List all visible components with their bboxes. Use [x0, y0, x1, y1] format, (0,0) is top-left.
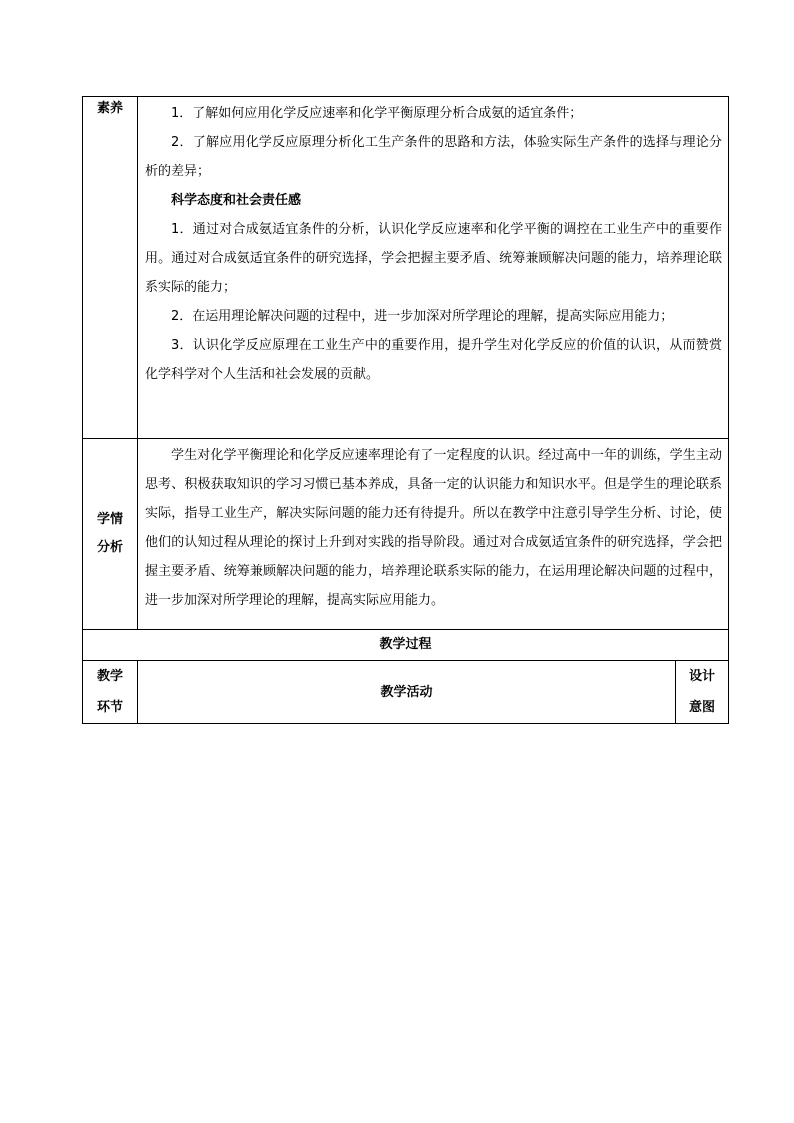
header-teaching-stage-line-2: 环节 [96, 700, 123, 715]
xueqing-label [83, 439, 138, 630]
xueqing-row [83, 439, 729, 630]
header-teaching-stage [83, 661, 138, 724]
xueqing-content [138, 439, 729, 630]
xueqing-label-line-2: 分析 [96, 540, 123, 555]
suyang-paragraph-4: 2．在运用理论解决问题的过程中，进一步加深对所学理论的理解，提高实际应用能力； [171, 309, 674, 324]
xueqing-paragraph: 学生对化学平衡理论和化学反应速率理论有了一定程度的认识。经过高中一年的训练，学生主动思考、积极获取知识的学习习惯已基本养成，具备一定的认识能力和知识水平。但是学生的理论联系实际，指导工业生产，解决实际问题的能力还有待提升。所以在教学中注意引导学生分析、讨论，使他们的认知过程从理论的探讨上升到对实践的指导阶段。通过对合成氨适宜条件的研究选择，学会把握主要矛盾、统筹兼顾解决问题的能力，培养理论联系实际的能力，在运用理论解决问题的过程中，进一步加深对所学理论的理解，提高实际应用能力。 [145, 448, 722, 608]
suyang-label [83, 97, 138, 439]
lesson-plan-table [82, 96, 729, 724]
suyang-label-text: 素养 [96, 101, 123, 116]
suyang-subheading: 科学态度和社会责任感 [171, 193, 302, 208]
header-design-intent-line-2: 意图 [688, 700, 715, 715]
header-design-intent-line-1: 设计 [688, 669, 715, 684]
suyang-row [83, 97, 729, 439]
suyang-paragraph-5: 3．认识化学反应原理在工业生产中的重要作用，提升学生对化学反应的价值的认识，从而赞赏化学科学对个人生活和社会发展的贡献。 [145, 338, 722, 382]
process-title: 教学过程 [83, 630, 729, 661]
xueqing-label-line-1: 学情 [96, 512, 123, 527]
suyang-paragraph-1: 1．了解如何应用化学反应速率和化学平衡原理分析合成氨的适宜条件； [171, 106, 583, 121]
header-design-intent [676, 661, 729, 724]
suyang-paragraph-3: 1．通过对合成氨适宜条件的分析，认识化学反应速率和化学平衡的调控在工业生产中的重要作用。通过对合成氨适宜条件的研究选择，学会把握主要矛盾、统筹兼顾解决问题的能力，培养理论联系实际的能力； [145, 222, 722, 295]
process-header-row [83, 661, 729, 724]
suyang-paragraph-2: 2．了解应用化学反应原理分析化工生产条件的思路和方法，体验实际生产条件的选择与理论分析的差异； [145, 135, 722, 179]
process-title-row [83, 630, 729, 661]
header-teaching-activity: 教学活动 [138, 661, 676, 724]
suyang-content [138, 97, 729, 439]
header-teaching-stage-line-1: 教学 [96, 669, 123, 684]
